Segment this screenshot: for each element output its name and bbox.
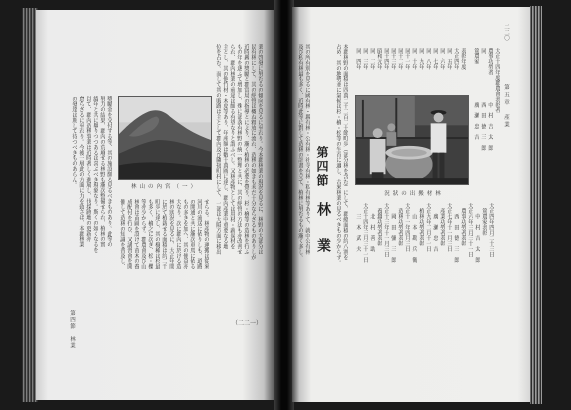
text-column: もの年を逐ふて增加し、殊に部落有林野の統一整理と共に、其の經營の方法も亦改善せ bbox=[236, 44, 242, 255]
section-number: 第四節 bbox=[315, 146, 329, 188]
text-column: 大なり。次に郡內に於ける造 bbox=[175, 199, 181, 270]
list-column: 植林功勞者表彰 bbox=[418, 203, 424, 247]
text-column: も多く、檜之に次ぎ、松・櫟 bbox=[147, 199, 153, 270]
section-title-second-char: 業 bbox=[315, 238, 331, 252]
text-column: 林會は苗圃を設けて苗木の養 bbox=[133, 199, 139, 270]
list-column: 同十一年 bbox=[404, 48, 410, 70]
list-column: 大正十三年十一月三日 bbox=[383, 203, 389, 257]
text-column: に於て植栽せる面積は約二千 bbox=[161, 199, 167, 270]
list-column: 同 三年 bbox=[362, 48, 368, 70]
list-column: 大正六年三月三十一日 bbox=[467, 203, 473, 257]
list-column: 大正四年四月二十三日 bbox=[488, 203, 494, 257]
text-column: 怠らざるに至れり。今後一層此の方面に力を致さば、本郡林業 bbox=[78, 96, 84, 248]
text-column: 主とし、其の他竹材・木皮等あり、年產額は數十萬圓に達し、郡內產業中重要なる地 bbox=[222, 44, 228, 250]
list-column: 大正七年十一月三日 bbox=[446, 203, 452, 252]
text-column: 林の狀況を見るに、大正年間 bbox=[168, 199, 174, 270]
text-column: 及び私有林最も多く、近時此等に對して造林の計畫を立て、植林に努むるもの漸く多し。 bbox=[297, 44, 303, 260]
right-list-block-below-photo bbox=[354, 203, 494, 293]
text-column: 等亦少からず。郡農會及び山 bbox=[140, 199, 146, 270]
text-column: 獎勵金を交付する等、其の施設頗る見るべきものあり。此等の bbox=[106, 96, 112, 248]
text-column: 町歩に達し、其の樹種は杉最 bbox=[154, 199, 160, 270]
text-column: 位を占む。而して其の販路は主として郡內及び隣接町村にして、一部は大阪方面に移出 bbox=[215, 44, 221, 255]
list-column: 同十四年 bbox=[383, 48, 389, 70]
list-column: 大正十一年四月三日 bbox=[404, 203, 410, 252]
left-photo-caption: （一）宮內の山林 bbox=[130, 184, 199, 190]
text-column: 近時縣の獎勵と郡當局の指導とにより、漸く植林の必要を覺り、杉・檜等の造林を行ふ bbox=[243, 44, 249, 255]
text-column: の開通と共に漸次車馬に依る bbox=[189, 199, 195, 270]
text-column: 成配付を行ひ、又講習會を開 bbox=[126, 199, 132, 270]
list-column: 農事功勞者 中 村 吉 太 郎 bbox=[487, 48, 493, 151]
list-column: 中 村 吉 太 郎 bbox=[474, 203, 480, 263]
left-page-number: （二二一） bbox=[232, 320, 263, 327]
left-text-block-left bbox=[70, 96, 112, 293]
list-column: 北 村 善 助 bbox=[369, 203, 375, 252]
list-column: 同 九年 bbox=[418, 48, 424, 70]
list-column: 同 二年 bbox=[369, 48, 375, 70]
list-column: 同十二年 bbox=[397, 48, 403, 70]
text-column: の發達は期して待つべきものあらん。 bbox=[71, 96, 77, 188]
list-column: 同 八年 bbox=[425, 48, 431, 70]
text-column: せらる。林產物の運搬は從來 bbox=[203, 199, 209, 270]
list-column: 廣 瀨 忠 吉 bbox=[432, 203, 438, 252]
text-column: られ、郡內林業の前途は頗る有望なりと謂ふべし。又林產物としては用材・薪炭材を bbox=[229, 44, 235, 250]
text-column: 民有林にして、其の經營は概ね粗放に流れ、造林の如きも未だ十分ならざるものありしが bbox=[250, 44, 256, 260]
mountain-photo bbox=[118, 96, 212, 180]
list-column: 大正四年 bbox=[453, 48, 459, 70]
list-column: 大正十四年度郡農會表彰者 bbox=[494, 48, 500, 113]
list-column: 同 十年 bbox=[411, 48, 417, 70]
text-column: 本郡林野の面積は四萬二千二百二十餘町歩（部分林を含む）にして、郡總面積の約八割を bbox=[342, 44, 348, 260]
text-column: 努力の結果、郡內の荒廢せる林野も漸次整備せられ、植林の實 bbox=[99, 96, 105, 248]
page-stack-right-edge bbox=[530, 6, 542, 404]
list-column: 養蠶功勞者表彰 bbox=[376, 203, 382, 247]
section-title-first-char: 林 bbox=[315, 202, 331, 216]
list-column: 同十三年 bbox=[390, 48, 396, 70]
text-column: 績年と共に擧りつつあるは喜ぶべき現象なり。斯くの如くなるを bbox=[92, 96, 98, 253]
list-column: 岡 田 彌 三 郎 bbox=[390, 203, 396, 263]
list-column: 同 西 田 德 三 郎 bbox=[480, 48, 486, 151]
text-column: 催して造林の知識を普及し、 bbox=[119, 199, 125, 270]
left-text-block-right bbox=[214, 44, 263, 292]
text-column: 業の啓發に努むるの傾向を見るに至れり。今本郡林業の現況を見るに、林野の大部分は bbox=[257, 44, 263, 255]
text-column: 占め、其の地勢並に氣候は杉・檜・松等の生育に適し、古來林業の見るべきもの少からず。 bbox=[335, 44, 341, 266]
text-column: 河川の流送に依りしも、道路 bbox=[196, 199, 202, 270]
left-text-block-below-photo bbox=[118, 199, 209, 293]
list-column: 西 田 德 三 郎 bbox=[453, 203, 459, 263]
text-column: もの多きを加へ、其の便益亦 bbox=[182, 199, 188, 270]
right-body-block-right-of-heading bbox=[334, 44, 348, 292]
list-column: 同 四年 bbox=[355, 48, 361, 70]
right-page-number: 二二〇 bbox=[503, 24, 509, 41]
book-gutter bbox=[274, 0, 294, 410]
list-column: 篤農家表彰 bbox=[481, 203, 487, 236]
list-column: 篤農家 廣 瀨 忠 吉 bbox=[473, 48, 479, 140]
list-column: 三 木 武 夫 bbox=[355, 203, 361, 252]
forestry-work-photo bbox=[355, 95, 469, 185]
list-column: 大正十四年三月三十一日 bbox=[362, 203, 368, 263]
list-column: 同 五年 bbox=[446, 48, 452, 70]
text-column: 其の所有別を見るに國有林・縣有林・公有林・社寺有林・私有林等ありて、就中公有林 bbox=[304, 44, 310, 255]
list-column: 農事功勞者表彰 bbox=[460, 203, 466, 247]
right-body-block-left-of-heading bbox=[296, 44, 310, 292]
list-column: 表彰年度 bbox=[460, 48, 466, 70]
right-photo-caption: 林材搬出の狀況 bbox=[384, 191, 444, 197]
list-column: 產業功勞者表彰 bbox=[439, 203, 445, 247]
left-running-head: 第四節 林業 bbox=[69, 310, 75, 349]
list-column: 大正九年二月十一日 bbox=[425, 203, 431, 252]
right-list-block-above-photo bbox=[354, 48, 466, 92]
list-column: 同 六年 bbox=[439, 48, 445, 70]
list-column: 同 七年 bbox=[432, 48, 438, 70]
right-running-head: 第五章 產業 bbox=[503, 84, 509, 129]
list-column: 昭和元年 bbox=[376, 48, 382, 70]
list-column: 山 本 勘 兵 衛 bbox=[411, 203, 417, 263]
text-column: 以て、郡內造林事業は近時著しく進展し、伐採跡地の更新亦 bbox=[85, 96, 91, 242]
right-list-block-right-of-photo bbox=[472, 48, 500, 196]
list-column: 造林功勞者表彰 bbox=[397, 203, 403, 247]
